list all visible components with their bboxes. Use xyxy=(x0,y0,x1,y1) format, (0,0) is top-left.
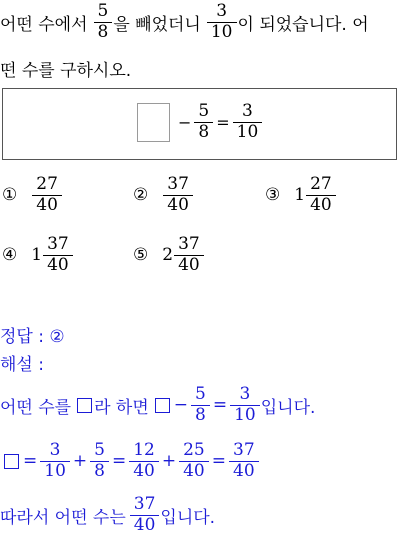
option-1[interactable] xyxy=(2,176,63,215)
option-fraction: $\frac{27}{40}$ xyxy=(34,176,60,215)
equation-minus: − xyxy=(178,113,192,132)
option-mark: ③ xyxy=(265,185,281,206)
equation-box xyxy=(2,88,397,160)
explanation-minus: − xyxy=(173,395,189,415)
explanation-text-e: 입니다. xyxy=(160,507,216,528)
option-fraction: $\frac{37}{40}$ xyxy=(45,236,71,275)
equation-fraction-b: $\frac{3}{10}$ xyxy=(235,103,261,142)
option-mark: ② xyxy=(133,185,149,206)
option-3[interactable]: ③ 1 $\frac{27}{40}$ xyxy=(265,176,337,215)
equation-equals: = xyxy=(216,113,230,132)
question-text-a: 어떤 수에서 xyxy=(0,14,88,35)
explanation-label: 해설 : xyxy=(0,354,44,375)
explanation-fraction: $\frac{3}{10}$ xyxy=(232,386,258,425)
explanation-text-d: 따라서 어떤 수는 xyxy=(0,507,126,528)
explanation-text-b: 라 하면 xyxy=(94,397,149,418)
explanation-fraction: $\frac{12}{40}$ xyxy=(131,442,157,481)
explanation-fraction: $\frac{37}{40}$ xyxy=(231,442,257,481)
explanation-text-a: 어떤 수를 xyxy=(0,397,72,418)
equation-fraction-a: $\frac{5}{8}$ xyxy=(196,103,211,142)
explanation-fraction: $\frac{25}{40}$ xyxy=(181,442,207,481)
explanation-fraction: $\frac{37}{40}$ xyxy=(132,496,158,535)
question-fraction-3-10: $\frac{3}{10}$ xyxy=(209,3,235,42)
blank-square-icon xyxy=(4,454,19,469)
explanation-line-2 xyxy=(0,440,260,482)
explanation-line-1 xyxy=(0,384,315,426)
explanation-fraction: $\frac{3}{10}$ xyxy=(42,442,68,481)
explanation-text-c: 입니다. xyxy=(260,397,316,418)
explanation-plus: + xyxy=(72,451,88,471)
explanation-plus: + xyxy=(161,451,177,471)
explanation-equals: = xyxy=(23,451,38,471)
option-fraction: $\frac{37}{40}$ xyxy=(176,236,202,275)
question-text-c: 이 되었습니다. 어 xyxy=(237,14,369,35)
option-mark: ⑤ xyxy=(133,245,149,266)
answer-label: 정답 : ② xyxy=(0,326,65,347)
question-line-2 xyxy=(0,56,131,80)
question-text-d: 떤 수를 구하시오. xyxy=(0,60,132,81)
blank-answer-box xyxy=(137,103,170,142)
question-line-1 xyxy=(0,2,369,42)
option-fraction: $\frac{27}{40}$ xyxy=(308,176,334,215)
explanation-label-line xyxy=(0,350,44,374)
option-4[interactable]: ④ 1 $\frac{37}{40}$ xyxy=(2,236,74,275)
answer-line xyxy=(0,322,65,346)
option-fraction: $\frac{37}{40}$ xyxy=(165,176,191,215)
option-2[interactable] xyxy=(133,176,194,215)
explanation-equals: = xyxy=(211,451,226,471)
explanation-fraction: $\frac{5}{8}$ xyxy=(193,386,208,425)
explanation-fraction: $\frac{5}{8}$ xyxy=(92,442,107,481)
question-fraction-5-8: $\frac{5}{8}$ xyxy=(96,3,111,42)
question-text-b: 을 빼었더니 xyxy=(113,14,201,35)
explanation-equals: = xyxy=(212,395,228,415)
blank-square-icon xyxy=(77,398,92,413)
option-mark: ④ xyxy=(2,245,18,266)
option-5[interactable]: ⑤ 2 $\frac{37}{40}$ xyxy=(133,236,205,275)
equation xyxy=(137,103,263,142)
explanation-line-3 xyxy=(0,494,215,536)
option-mark: ① xyxy=(2,185,18,206)
blank-square-icon xyxy=(155,398,170,413)
explanation-equals: = xyxy=(111,451,127,471)
